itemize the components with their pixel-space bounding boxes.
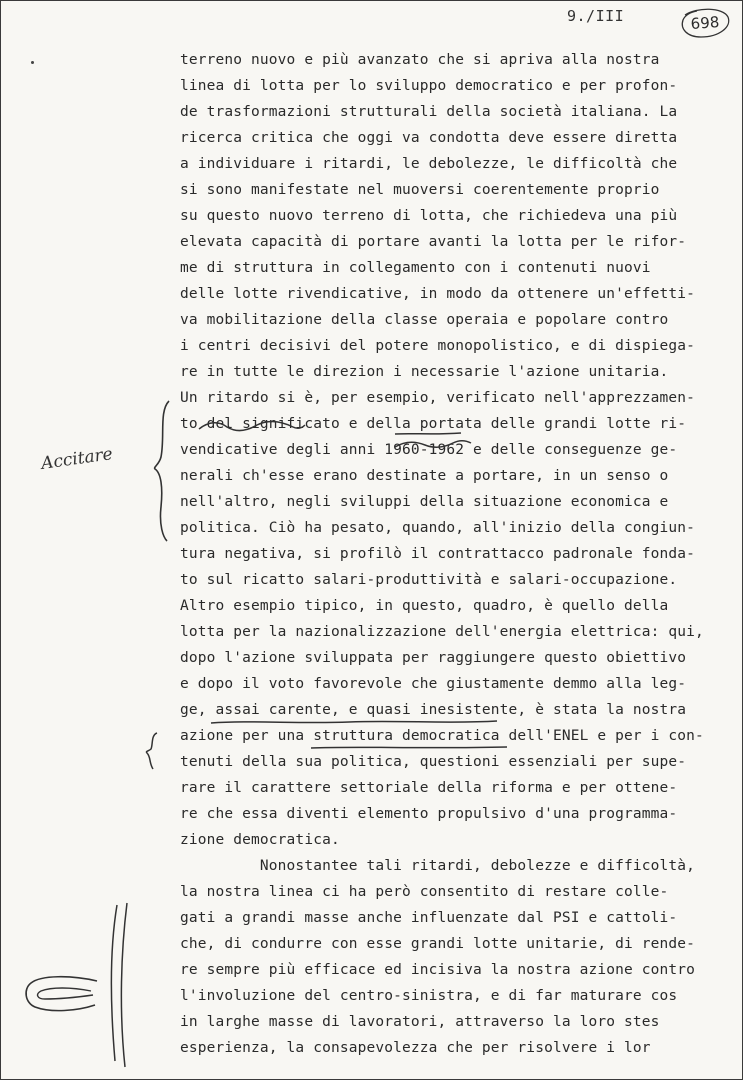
page-number: 9./III (567, 7, 625, 25)
text-line: delle lotte rivendicative, in modo da ottenere un'effetti- (180, 286, 696, 302)
text-line: su questo nuovo terreno di lotta, che richiedeva una più (180, 208, 678, 224)
text-line: tenuti della sua politica, questioni essenziali per supe- (180, 754, 687, 770)
typed-body-text (180, 47, 720, 1061)
text-line: de trasformazioni strutturali della società italiana. La (180, 104, 678, 120)
text-line: in larghe masse di lavoratori, attraverso la loro stes (180, 1014, 660, 1030)
text-line: politica. Ciò ha pesato, quando, all'inizio della congiun- (180, 520, 696, 536)
text-line: si sono manifestate nel muoversi coerentemente proprio (180, 182, 660, 198)
text-line: me di struttura in collegamento con i contenuti nuovi (180, 260, 651, 276)
archive-number-stamp (679, 7, 731, 39)
underline-icon (309, 743, 509, 753)
text-line: ge, assai carente, e quasi inesistente, è stata la nostra (180, 702, 687, 718)
paper-clip-mark-icon (21, 973, 101, 1019)
text-line: rare il carattere settoriale della riforma e per ottene- (180, 780, 678, 796)
margin-bracket-icon (151, 397, 181, 543)
text-line: gati a grandi masse anche influenzate dal PSI e cattoli- (180, 910, 678, 926)
text-line: elevata capacità di portare avanti la lotta per le rifor- (180, 234, 687, 250)
underline-icon (209, 717, 499, 727)
text-line: ricerca critica che oggi va condotta deve essere diretta (180, 130, 678, 146)
text-line: nerali ch'esse erano destinate a portare, in un senso o (180, 468, 669, 484)
text-line: nell'altro, negli sviluppi della situazione economica e (180, 494, 669, 510)
wavy-underline-icon (393, 437, 473, 451)
wavy-underline-icon (197, 419, 307, 433)
text-line: re in tutte le direzion i necessarie l'azione unitaria. (180, 364, 669, 380)
handwritten-margin-note: Accitare (39, 444, 114, 474)
ink-dot (31, 61, 34, 64)
text-line: e dopo il voto favorevole che giustamente demmo alla leg- (180, 676, 687, 692)
text-line: vendicative degli anni 1960-1962 e delle conseguenze ge- (180, 442, 678, 458)
text-line: esperienza, la consapevolezza che per risolvere i lor (180, 1040, 651, 1056)
text-line: zione democratica. (180, 832, 340, 848)
text-line: che, di condurre con esse grandi lotte unitarie, di rende- (180, 936, 696, 952)
text-line: Un ritardo si è, per esempio, verificato nell'apprezzamen- (180, 390, 696, 406)
text-line: lotta per la nazionalizzazione dell'energia elettrica: qui, (180, 624, 704, 640)
margin-line-icon (97, 901, 137, 1071)
text-line: re che essa diventi elemento propulsivo d'una programma- (180, 806, 678, 822)
text-line: i centri decisivi del potere monopolistico, e di dispiega- (180, 338, 696, 354)
curly-bracket-icon (141, 731, 163, 771)
text-line: Nonostantee tali ritardi, debolezze e difficoltà, (180, 858, 696, 874)
text-line: dopo l'azione sviluppata per raggiungere questo obiettivo (180, 650, 687, 666)
text-line: va mobilitazione della classe operaia e popolare contro (180, 312, 669, 328)
text-line: to sul ricatto salari-produttività e salari-occupazione. (180, 572, 678, 588)
text-line: l'involuzione del centro-sinistra, e di far maturare cos (180, 988, 678, 1004)
text-line: re sempre più efficace ed incisiva la nostra azione contro (180, 962, 696, 978)
text-line: linea di lotta per lo sviluppo democratico e per profon- (180, 78, 678, 94)
archive-number: 698 (690, 13, 720, 33)
text-line: azione per una struttura democratica dell'ENEL e per i con- (180, 728, 704, 744)
text-line: Altro esempio tipico, in questo, quadro, è quello della (180, 598, 669, 614)
text-line: a individuare i ritardi, le debolezze, le difficoltà che (180, 156, 678, 172)
text-line: tura negativa, si profilò il contrattacco padronale fonda- (180, 546, 696, 562)
text-line: la nostra linea ci ha però consentito di restare colle- (180, 884, 669, 900)
text-line: terreno nuovo e più avanzato che si apriva alla nostra (180, 52, 660, 68)
text-line: to del significato e della portata delle grandi lotte ri- (180, 416, 687, 432)
